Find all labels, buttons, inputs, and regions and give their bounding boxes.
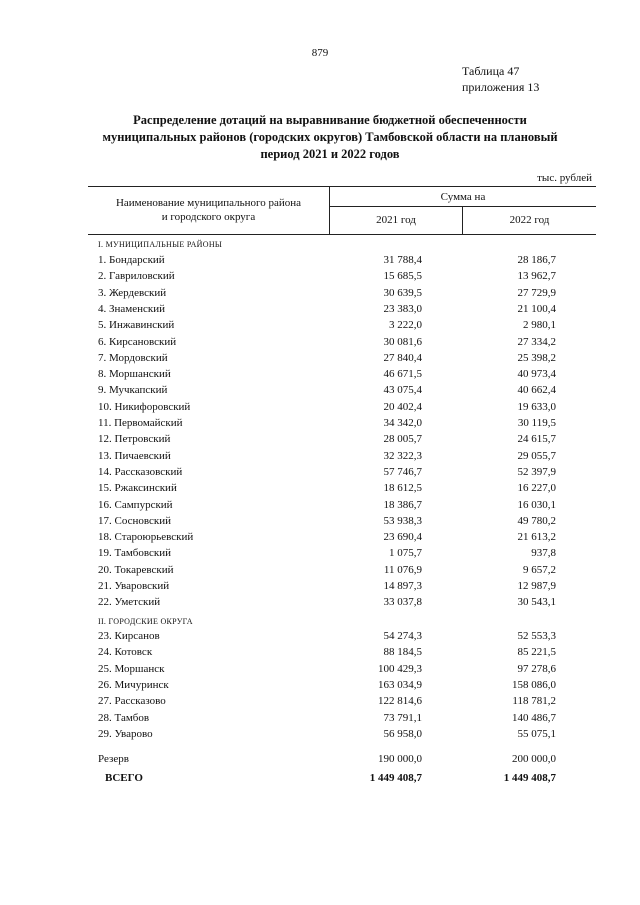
table-row — [0, 596, 640, 612]
value-2022: 27 334,2 — [517, 335, 556, 348]
header-name-line2: и городского округа — [161, 211, 256, 223]
row-name: 6. Кирсановский — [98, 335, 177, 348]
header-name-column — [88, 196, 329, 224]
table-row — [0, 450, 640, 466]
table-row — [0, 580, 640, 596]
value-2021: 30 639,5 — [383, 286, 422, 299]
value-2021: 73 791,1 — [383, 711, 422, 724]
value-2021: 30 081,6 — [383, 335, 422, 348]
title-line1: Распределение дотаций на выравнивание бюджетной обеспеченности — [133, 113, 527, 127]
value-2021: 23 690,4 — [383, 531, 422, 544]
total-2021: 1 449 408,7 — [369, 772, 422, 784]
value-2021: 15 685,5 — [383, 270, 422, 283]
value-2022: 30 543,1 — [517, 596, 556, 609]
table-row — [0, 303, 640, 319]
table-row — [0, 482, 640, 498]
value-2022: 140 486,7 — [512, 711, 556, 724]
value-2022: 13 962,7 — [517, 270, 556, 283]
reserve-2021: 190 000,0 — [378, 753, 422, 765]
value-2021: 23 383,0 — [383, 302, 422, 315]
header-bottom-border — [88, 234, 596, 235]
value-2022: 21 613,2 — [517, 531, 556, 544]
table-row — [0, 352, 640, 368]
value-2022: 55 075,1 — [517, 727, 556, 740]
value-2021: 14 897,3 — [383, 580, 422, 592]
value-2022: 27 729,9 — [517, 286, 556, 299]
value-2022: 19 633,0 — [517, 400, 556, 413]
value-2022: 12 987,9 — [517, 580, 556, 592]
value-2022: 2 980,1 — [523, 319, 556, 332]
value-2021: 18 386,7 — [383, 498, 422, 511]
value-2021: 11 076,9 — [383, 563, 422, 576]
row-name: 8. Моршанский — [98, 368, 171, 381]
table-row — [0, 646, 640, 662]
row-name: 23. Кирсанов — [98, 630, 160, 642]
row-name: 18. Староюрьевский — [98, 531, 194, 544]
table-row — [0, 515, 640, 531]
value-2022: 97 278,6 — [517, 662, 556, 675]
value-2021: 100 429,3 — [378, 662, 422, 675]
table-reference-line1: Таблица 47 — [462, 64, 520, 78]
value-2021: 163 034,9 — [378, 678, 422, 691]
header-name-line1: Наименование муниципального района — [115, 197, 302, 209]
row-name: 14. Рассказовский — [98, 465, 183, 478]
row-name: 5. Инжавинский — [98, 319, 175, 332]
value-2021: 53 938,3 — [383, 514, 422, 527]
header-sum: Сумма на — [440, 191, 486, 203]
value-2022: 158 086,0 — [512, 678, 556, 691]
value-2021: 28 005,7 — [383, 433, 422, 446]
section-districts: I. МУНИЦИПАЛЬНЫЕ РАЙОНЫ — [98, 240, 223, 249]
value-2022: 85 221,5 — [517, 646, 556, 659]
units-label: тыс. рублей — [537, 172, 592, 184]
reserve-label: Резерв — [98, 753, 129, 765]
table-row — [0, 663, 640, 679]
total-label: ВСЕГО — [105, 772, 143, 784]
table-row — [0, 695, 640, 711]
table-row — [0, 679, 640, 695]
value-2022: 937,8 — [531, 547, 556, 560]
row-name: 19. Тамбовский — [98, 547, 172, 560]
value-2022: 16 030,1 — [517, 498, 556, 511]
value-2022: 40 973,4 — [517, 368, 556, 381]
value-2022: 28 186,7 — [517, 254, 556, 266]
table-row — [0, 728, 640, 744]
table-row — [0, 336, 640, 352]
row-name: 15. Ржаксинский — [98, 482, 177, 495]
table-row — [0, 712, 640, 728]
table-row — [0, 531, 640, 547]
page-number: 879 — [311, 47, 329, 59]
table-row — [0, 547, 640, 563]
row-name: 3. Жердевский — [98, 286, 167, 299]
header-2021: 2021 год — [376, 214, 416, 226]
table-row — [0, 384, 640, 400]
total-row — [0, 772, 640, 788]
value-2021: 46 671,5 — [383, 368, 422, 381]
table-row — [0, 270, 640, 286]
value-2021: 18 612,5 — [383, 482, 422, 495]
row-name: 7. Мордовский — [98, 351, 168, 364]
table-top-border — [88, 186, 596, 187]
table-reference — [462, 63, 539, 95]
row-name: 11. Первомайский — [98, 417, 183, 429]
value-2022: 52 553,3 — [517, 630, 556, 642]
value-2021: 54 274,3 — [383, 630, 422, 642]
row-name: 25. Моршанск — [98, 662, 165, 675]
row-name: 2. Гавриловский — [98, 270, 175, 283]
value-2021: 122 814,6 — [378, 695, 422, 708]
document-title — [80, 112, 580, 163]
value-2021: 56 958,0 — [383, 727, 422, 740]
reserve-2022: 200 000,0 — [512, 753, 556, 765]
total-2022: 1 449 408,7 — [503, 772, 556, 784]
row-name: 27. Рассказово — [98, 695, 166, 708]
value-2021: 1 075,7 — [389, 547, 422, 560]
row-name: 12. Петровский — [98, 433, 171, 446]
row-name: 10. Никифоровский — [98, 400, 191, 413]
value-2022: 49 780,2 — [517, 514, 556, 527]
table-row — [0, 417, 640, 433]
value-2022: 40 662,4 — [517, 384, 556, 397]
value-2021: 43 075,4 — [383, 384, 422, 397]
row-name: 28. Тамбов — [98, 711, 150, 724]
value-2022: 52 397,9 — [517, 465, 556, 478]
value-2022: 24 615,7 — [517, 433, 556, 446]
table-row — [0, 287, 640, 303]
row-name: 24. Котовск — [98, 646, 153, 659]
value-2022: 29 055,7 — [517, 449, 556, 462]
value-2021: 31 788,4 — [383, 254, 422, 266]
row-name: 4. Знаменский — [98, 302, 166, 315]
row-name: 26. Мичуринск — [98, 678, 169, 691]
value-2022: 25 398,2 — [517, 351, 556, 364]
value-2022: 118 781,2 — [512, 695, 556, 708]
value-2021: 27 840,4 — [383, 351, 422, 364]
row-name: 16. Сампурский — [98, 498, 173, 511]
table-row — [0, 319, 640, 335]
table-row — [0, 433, 640, 449]
row-name: 22. Уметский — [98, 596, 161, 609]
table-row — [0, 630, 640, 646]
table-row — [0, 499, 640, 515]
row-name: 21. Уваровский — [98, 580, 170, 592]
section-okrugs: II. ГОРОДСКИЕ ОКРУГА — [98, 617, 193, 626]
title-line3: период 2021 и 2022 годов — [260, 147, 400, 161]
value-2022: 16 227,0 — [517, 482, 556, 495]
row-name: 1. Бондарский — [98, 254, 165, 266]
value-2021: 88 184,5 — [383, 646, 422, 659]
value-2021: 20 402,4 — [383, 400, 422, 413]
title-line2: муниципальных районов (городских округов) Тамбовской области на плановый — [102, 130, 558, 144]
table-row — [0, 368, 640, 384]
row-name: 17. Сосновский — [98, 514, 172, 527]
table-row — [0, 254, 640, 270]
table-row — [0, 564, 640, 580]
value-2021: 57 746,7 — [383, 465, 422, 478]
value-2022: 21 100,4 — [517, 302, 556, 315]
row-name: 13. Пичаевский — [98, 449, 171, 462]
value-2021: 33 037,8 — [383, 596, 422, 609]
table-reference-line2: приложения 13 — [462, 80, 540, 94]
reserve-row — [0, 753, 640, 769]
header-2022: 2022 год — [509, 214, 550, 226]
row-name: 20. Токаревский — [98, 563, 174, 576]
value-2021: 34 342,0 — [383, 417, 422, 429]
value-2022: 9 657,2 — [523, 563, 556, 576]
row-name: 29. Уварово — [98, 727, 153, 740]
value-2022: 30 119,5 — [517, 417, 556, 429]
value-2021: 32 322,3 — [383, 449, 422, 462]
table-row — [0, 401, 640, 417]
row-name: 9. Мучкапский — [98, 384, 168, 397]
value-2021: 3 222,0 — [389, 319, 422, 332]
table-row — [0, 466, 640, 482]
